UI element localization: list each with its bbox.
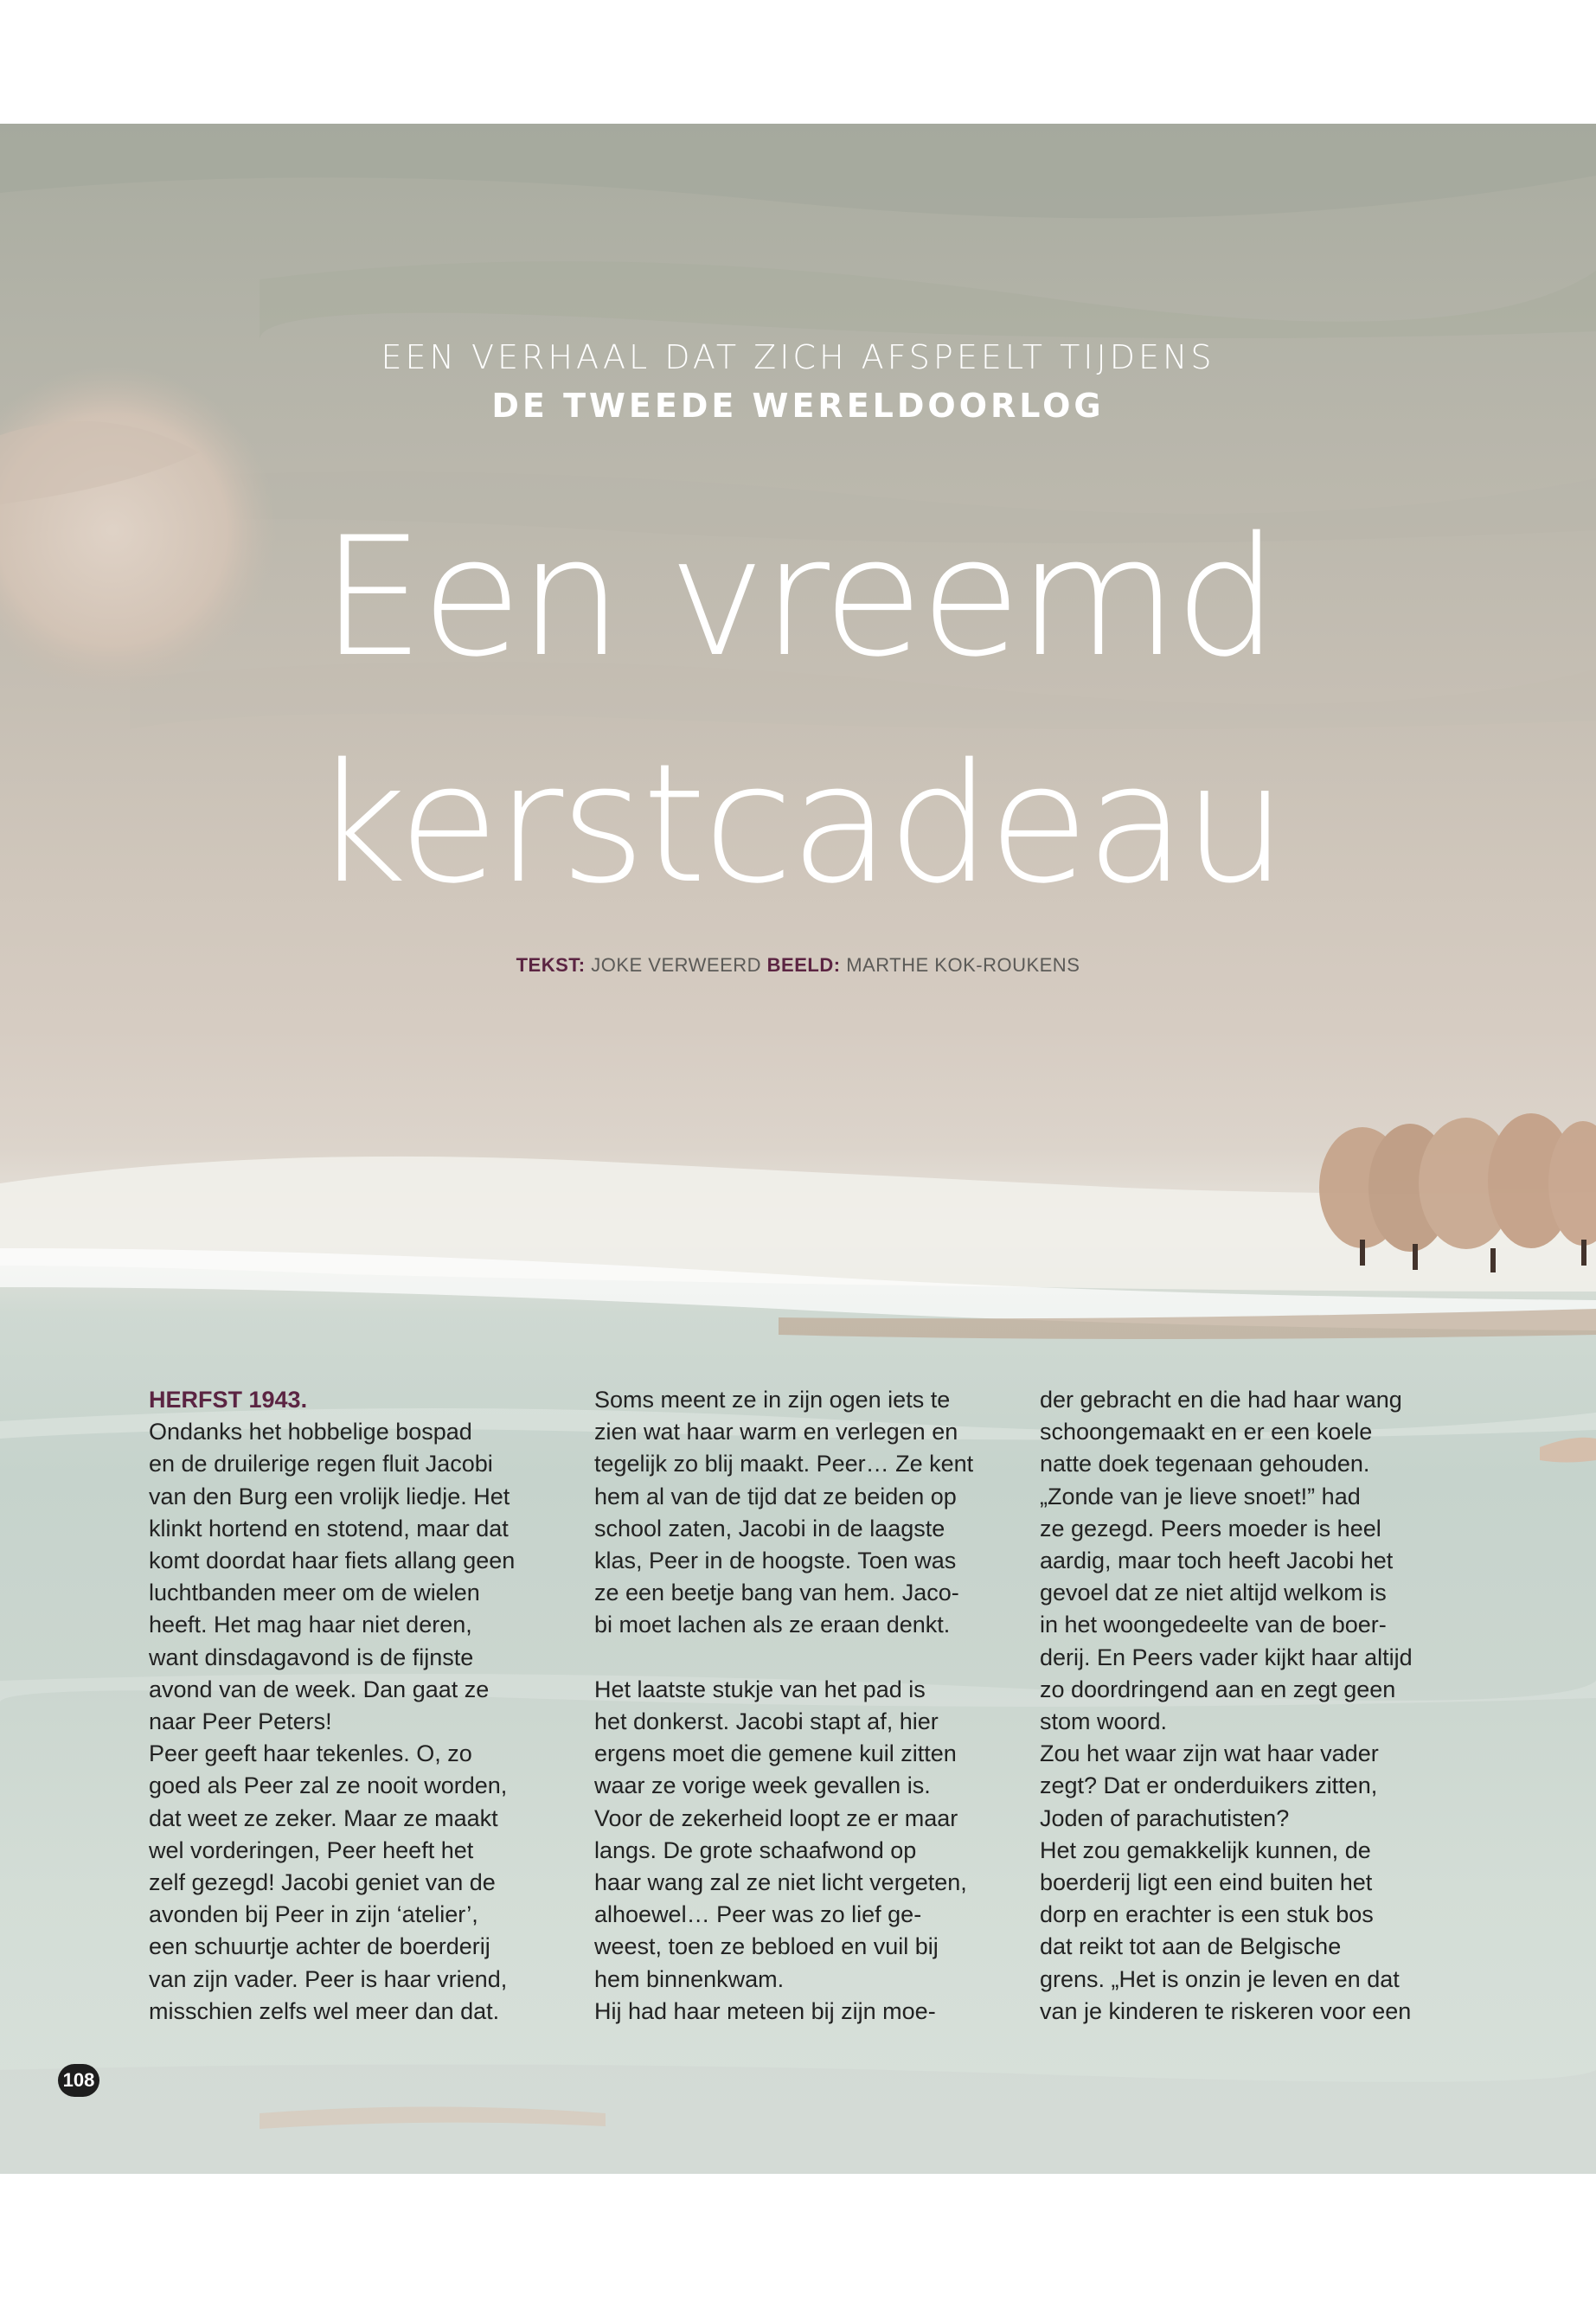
section-lead: HERFST 1943. xyxy=(149,1387,308,1413)
column3-text: der gebracht en die had haar wang schoongemaakt en er een koele natte doek tegenaan gehouden. „Zonde van je lieve snoet!” had ze gezegd. Peers moeder is heel aardig, maar toch heeft Jacobi het gevoel dat ze niet altijd welkom is in het woongedeelte van de boer- derij. En Peers vader kijkt haar altijd zo doordringend aan en zegt geen stom woord. Zou het waar zijn wat haar vader zegt? Dat er onderduikers zitten, Joden of parachutisten? Het zou gemakkelijk kunnen, de boerderij ligt een eind buiten het dorp en erachter is een stuk bos dat reikt tot aan de Belgische grens. „Het is onzin je leven en dat van je kinderen te riskeren voor een xyxy=(1040,1387,1413,2024)
credit-image-author: MARTHE KOK-ROUKENS xyxy=(846,954,1080,976)
body-column-3 xyxy=(1040,1384,1481,2028)
title-line1: Een vreemd xyxy=(320,502,1276,693)
credit-text-label: TEKST: xyxy=(516,954,586,976)
column1-text: Ondanks het hobbelige bospad en de druilerige regen fluit Jacobi van den Burg een vrolijk liedje. Het klinkt hortend en stotend, maar dat komt doordat haar fiets allang geen luchtbanden meer om de wielen heeft. Het mag haar niet deren, want dinsdagavond is de fijnste avond van de week. Dan gaat ze naar Peer Peters! Peer geeft haar tekenles. O, zo goed als Peer zal ze nooit worden, dat weet ze zeker. Maar ze maakt wel vorderingen, Peer heeft het zelf gezegd! Jacobi geniet van de avonden bij Peer in zijn ‘atelier’, een schuurtje achter de boerderij van zijn vader. Peer is haar vriend, misschien zelfs wel meer dan dat. xyxy=(149,1419,516,2024)
kicker xyxy=(0,333,1596,430)
credits xyxy=(0,954,1596,977)
body-column-2 xyxy=(594,1384,1035,2028)
credit-image-label: BEELD: xyxy=(766,954,841,976)
article-title xyxy=(0,484,1596,938)
column2-text: Soms meent ze in zijn ogen iets te zien wat haar warm en verlegen en tegelijk zo blij maakt. Peer… Ze kent hem al van de tijd dat ze beiden op school zaten, Jacobi in de laagste klas, Peer in de hoogste. Toen was ze een beetje bang van hem. Jaco- bi moet lachen als ze eraan denkt. Het laatste stukje van het pad is het donkerst. Jacobi stapt af, hier ergens moet die gemene kuil zitten waar ze vorige week gevallen is. Voor de zekerheid loopt ze er maar langs. De grote schaafwond op haar wang zal ze niet licht vergeten, alhoewel… Peer was zo lief ge- weest, toen ze bebloed en vuil bij hem binnenkwam. Hij had haar meteen bij zijn moe- xyxy=(594,1387,974,2024)
kicker-line2: DE TWEEDE WERELDOORLOG xyxy=(491,387,1105,425)
body-column-1 xyxy=(149,1384,590,2028)
page-number: 108 xyxy=(58,2064,99,2097)
credit-text-author: JOKE VERWEERD xyxy=(591,954,762,976)
title-line2: kerstcadeau xyxy=(312,728,1284,920)
kicker-line1: EEN VERHAAL DAT ZICH AFSPEELT TIJDENS xyxy=(381,338,1215,376)
